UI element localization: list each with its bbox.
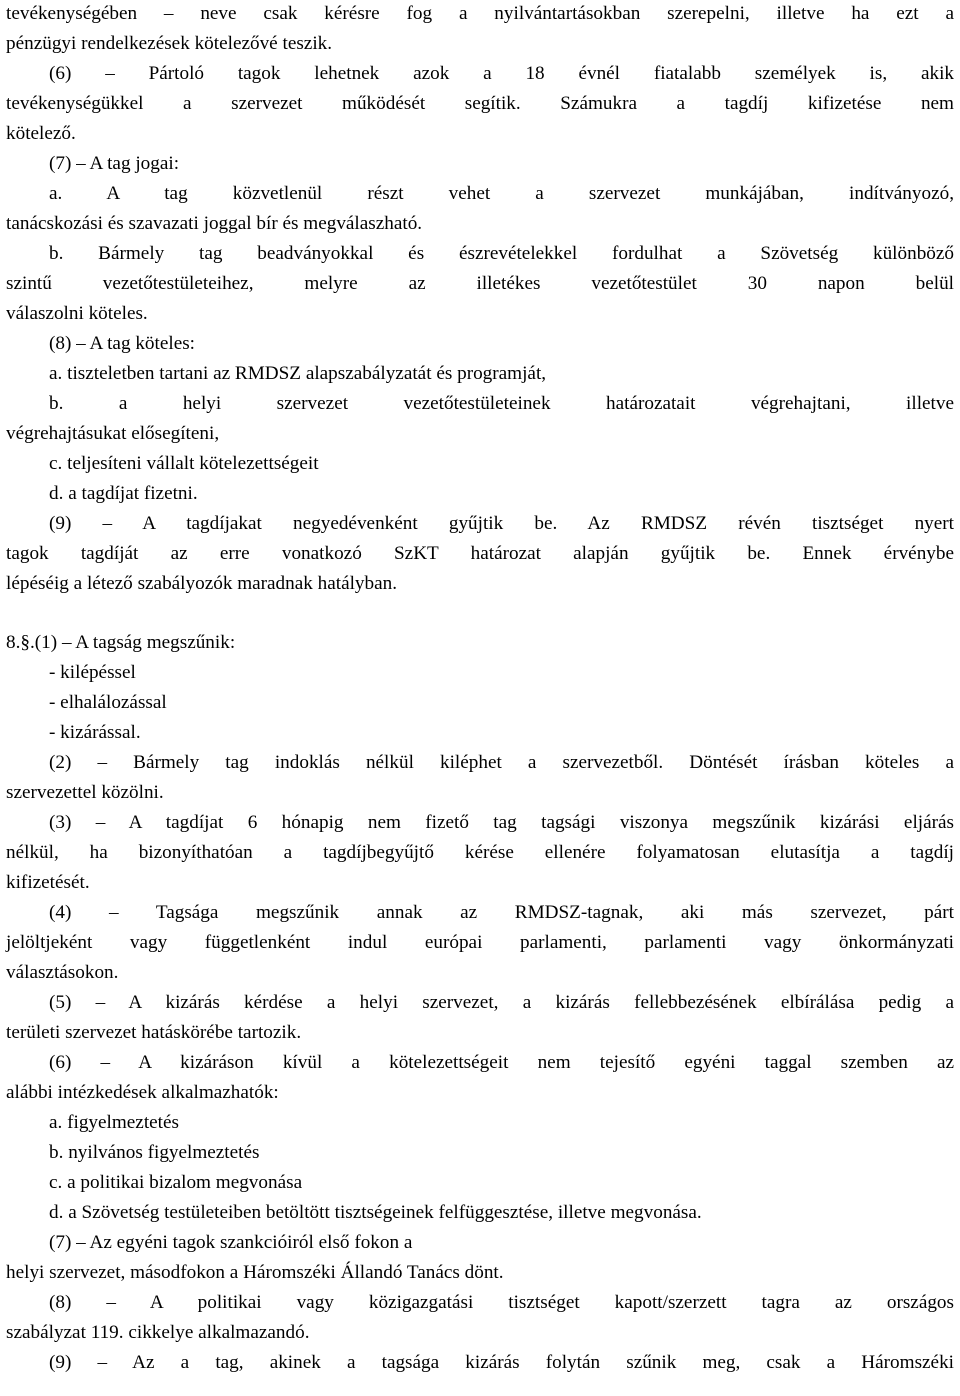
paragraph-6-start: (6) – Pártoló tagok lehetnek azok a 18 évnél fiatalabb személyek is, akik bbox=[49, 63, 954, 84]
text-line: válaszolni köteles. bbox=[6, 303, 148, 324]
text-line: szintű vezetőtestületeihez, melyre az illetékes vezetőtestület 30 napon belül bbox=[6, 273, 954, 294]
text-line: pénzügyi rendelkezések kötelezővé teszik. bbox=[6, 33, 333, 54]
list-item-a: a. figyelmeztetés bbox=[49, 1112, 179, 1133]
text-line: alábbi intézkedések alkalmazhatók: bbox=[6, 1082, 279, 1103]
text-line: végrehajtásukat elősegíteni, bbox=[6, 423, 220, 444]
paragraph-5-start: (5) – A kizárás kérdése a helyi szervezet, a kizárás fellebbezésének elbírálása pedig a bbox=[49, 992, 954, 1013]
text-line: tagok tagdíját az erre vonatkozó SzKT határozat alapján gyűjtik be. Ennek érvénybe bbox=[6, 543, 954, 564]
paragraph-7-start: (7) – Az egyéni tagok szankcióiról első fokon a bbox=[49, 1232, 413, 1253]
section-8-heading: 8.§.(1) – A tagság megszűnik: bbox=[6, 632, 236, 653]
list-item-a: a. tiszteletben tartani az RMDSZ alapszabályzatát és programját, bbox=[49, 363, 547, 384]
text-line: területi szervezet hatáskörébe tartozik. bbox=[6, 1022, 302, 1043]
paragraph-9-start: (9) – A tagdíjakat negyedévenként gyűjtik be. Az RMDSZ révén tisztséget nyert bbox=[49, 513, 954, 534]
text-line: jelöltjeként vagy függetlenként indul európai parlamenti, parlamenti vagy önkormányzati bbox=[6, 932, 954, 953]
paragraph-2-start: (2) – Bármely tag indoklás nélkül kiléphet a szervezetből. Döntését írásban köteles a bbox=[49, 752, 954, 773]
text-line: kifizetését. bbox=[6, 872, 90, 893]
section-spacer bbox=[6, 599, 954, 628]
text-line: tanácskozási és szavazati joggal bír és megválaszható. bbox=[6, 213, 423, 234]
paragraph-9-start: (9) – Az a tag, akinek a tagsága kizárás folytán szűnik meg, csak a Háromszéki bbox=[49, 1352, 954, 1373]
paragraph-6-start: (6) – A kizáráson kívül a kötelezettségeit nem tejesítő egyéni taggal szemben az bbox=[49, 1052, 954, 1073]
text-line: tevékenységében – neve csak kérésre fog a nyilvántartásokban szerepelni, illetve ha ezt a bbox=[6, 3, 954, 24]
paragraph-4-start: (4) – Tagsága megszűnik annak az RMDSZ-tagnak, aki más szervezet, párt bbox=[49, 902, 954, 923]
list-item-c: c. teljesíteni vállalt kötelezettségeit bbox=[49, 453, 319, 474]
paragraph-7-heading: (7) – A tag jogai: bbox=[49, 153, 180, 174]
text-line: kötelező. bbox=[6, 123, 76, 144]
list-item-c: c. a politikai bizalom megvonása bbox=[49, 1172, 303, 1193]
text-line: lépéséig a létező szabályozók maradnak hatályban. bbox=[6, 573, 398, 594]
list-item: - kilépéssel bbox=[49, 662, 136, 683]
list-item-a: a. A tag közvetlenül részt vehet a szervezet munkájában, indítványozó, bbox=[49, 183, 954, 204]
text-line: helyi szervezet, másodfokon a Háromszéki Állandó Tanács dönt. bbox=[6, 1262, 504, 1283]
text-line: szabályzat 119. cikkelye alkalmazandó. bbox=[6, 1322, 310, 1343]
list-item-b: b. Bármely tag beadványokkal és észrevételekkel fordulhat a Szövetség különböző bbox=[49, 243, 954, 264]
text-line: tevékenységükkel a szervezet működését segítik. Számukra a tagdíj kifizetése nem bbox=[6, 93, 954, 114]
paragraph-3-start: (3) – A tagdíjat 6 hónapig nem fizető tag tagsági viszonya megszűnik kizárási eljárás bbox=[49, 812, 954, 833]
list-item: - kizárással. bbox=[49, 722, 141, 743]
list-item: - elhalálozással bbox=[49, 692, 167, 713]
paragraph-8-heading: (8) – A tag köteles: bbox=[49, 333, 196, 354]
paragraph-8-start: (8) – A politikai vagy közigazgatási tisztséget kapott/szerzett tagra az országos bbox=[49, 1292, 954, 1313]
list-item-d: d. a tagdíjat fizetni. bbox=[49, 483, 198, 504]
text-line: szervezettel közölni. bbox=[6, 782, 164, 803]
list-item-b: b. a helyi szervezet vezetőtestületeinek határozatait végrehajtani, illetve bbox=[49, 393, 954, 414]
list-item-d: d. a Szövetség testületeiben betöltött tisztségeinek felfüggesztése, illetve megvonása. bbox=[49, 1202, 702, 1223]
list-item-b: b. nyilvános figyelmeztetés bbox=[49, 1142, 260, 1163]
text-line: választásokon. bbox=[6, 962, 119, 983]
text-line: nélkül, ha bizonyíthatóan a tagdíjbegyűjtő kérése ellenére folyamatosan elutasítja a tagdíj bbox=[6, 842, 954, 863]
